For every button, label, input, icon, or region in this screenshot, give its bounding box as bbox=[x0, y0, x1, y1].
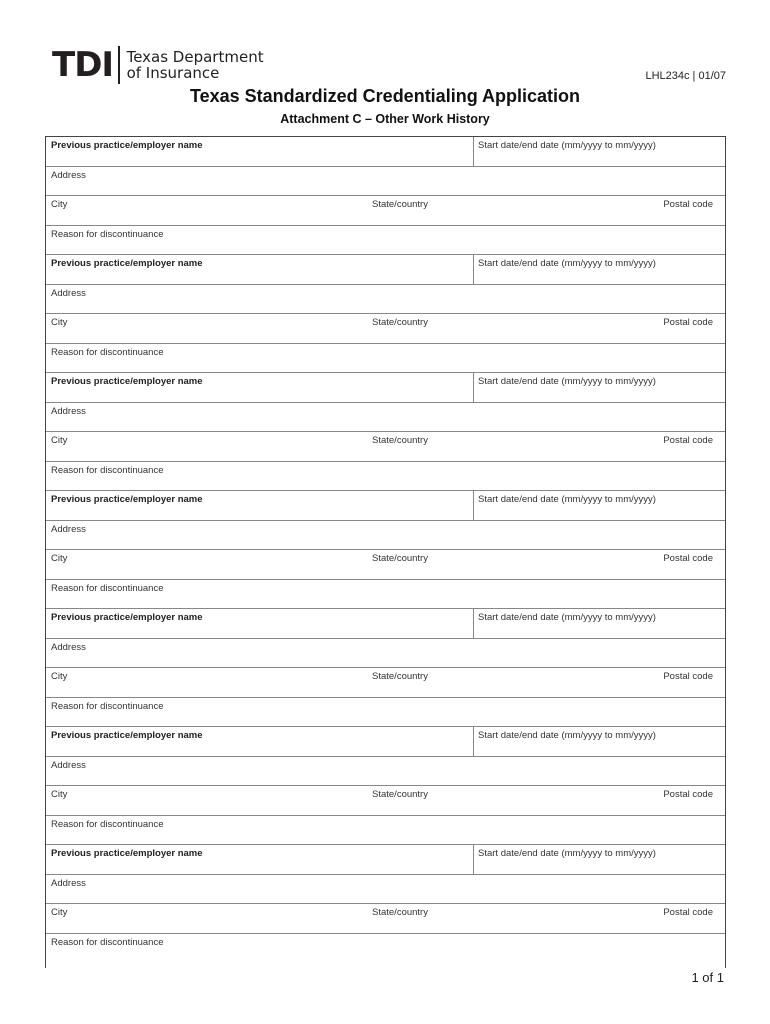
state-country-field[interactable]: State/country bbox=[372, 789, 428, 800]
dates-field[interactable]: Start date/end date (mm/yyyy to mm/yyyy) bbox=[478, 612, 656, 623]
city-row bbox=[46, 550, 725, 580]
postal-code-field[interactable]: Postal code bbox=[663, 553, 713, 564]
employer-row bbox=[46, 137, 725, 167]
logo-text bbox=[127, 49, 264, 81]
reason-row bbox=[46, 934, 725, 964]
address-row bbox=[46, 639, 725, 669]
employer-name-field[interactable]: Previous practice/employer name bbox=[46, 609, 474, 638]
employer-name-field[interactable]: Previous practice/employer name bbox=[46, 491, 474, 520]
address-row bbox=[46, 167, 725, 197]
employer-row bbox=[46, 845, 725, 875]
address-field[interactable]: Address bbox=[51, 287, 86, 299]
city-row bbox=[46, 904, 725, 934]
work-history-form bbox=[45, 136, 726, 968]
address-row bbox=[46, 285, 725, 315]
address-row bbox=[46, 521, 725, 551]
address-field[interactable]: Address bbox=[51, 641, 86, 653]
reason-field[interactable]: Reason for discontinuance bbox=[51, 582, 164, 594]
logo-line-2: of Insurance bbox=[126, 64, 220, 82]
reason-field[interactable]: Reason for discontinuance bbox=[51, 818, 164, 830]
page-number: 1 of 1 bbox=[691, 970, 724, 985]
reason-row bbox=[46, 226, 725, 256]
address-field[interactable]: Address bbox=[51, 759, 86, 771]
reason-row bbox=[46, 344, 725, 374]
city-field[interactable]: City bbox=[51, 553, 68, 564]
postal-code-field[interactable]: Postal code bbox=[663, 907, 713, 918]
state-country-field[interactable]: State/country bbox=[372, 317, 428, 328]
city-row bbox=[46, 432, 725, 462]
employer-row bbox=[46, 727, 725, 757]
city-field[interactable]: City bbox=[51, 317, 68, 328]
address-field[interactable]: Address bbox=[51, 877, 86, 889]
state-country-field[interactable]: State/country bbox=[372, 907, 428, 918]
work-history-entry bbox=[46, 491, 725, 609]
reason-field[interactable]: Reason for discontinuance bbox=[51, 228, 164, 240]
postal-code-field[interactable]: Postal code bbox=[663, 671, 713, 682]
logo-divider bbox=[118, 46, 120, 84]
work-history-entry bbox=[46, 137, 725, 255]
city-field[interactable]: City bbox=[51, 789, 68, 800]
reason-field[interactable]: Reason for discontinuance bbox=[51, 700, 164, 712]
city-field[interactable]: City bbox=[51, 435, 68, 446]
work-history-entry bbox=[46, 727, 725, 845]
address-field[interactable]: Address bbox=[51, 523, 86, 535]
dates-field[interactable]: Start date/end date (mm/yyyy to mm/yyyy) bbox=[478, 494, 656, 505]
employer-name-field[interactable]: Previous practice/employer name bbox=[46, 373, 474, 402]
reason-row bbox=[46, 462, 725, 492]
reason-row bbox=[46, 698, 725, 728]
work-history-entry bbox=[46, 255, 725, 373]
employer-name-field[interactable]: Previous practice/employer name bbox=[46, 137, 474, 166]
address-row bbox=[46, 757, 725, 787]
state-country-field[interactable]: State/country bbox=[372, 435, 428, 446]
reason-row bbox=[46, 816, 725, 846]
city-row bbox=[46, 314, 725, 344]
employer-name-field[interactable]: Previous practice/employer name bbox=[46, 845, 474, 874]
dates-field[interactable]: Start date/end date (mm/yyyy to mm/yyyy) bbox=[478, 848, 656, 859]
city-row bbox=[46, 668, 725, 698]
employer-row bbox=[46, 609, 725, 639]
reason-field[interactable]: Reason for discontinuance bbox=[51, 346, 164, 358]
address-field[interactable]: Address bbox=[51, 405, 86, 417]
work-history-entry bbox=[46, 845, 725, 963]
reason-row bbox=[46, 580, 725, 610]
logo-line-1: Texas Department bbox=[126, 48, 264, 66]
address-row bbox=[46, 403, 725, 433]
postal-code-field[interactable]: Postal code bbox=[663, 317, 713, 328]
work-history-entry bbox=[46, 373, 725, 491]
page-title: Texas Standardized Credentialing Application bbox=[189, 86, 581, 106]
employer-row bbox=[46, 255, 725, 285]
dates-field[interactable]: Start date/end date (mm/yyyy to mm/yyyy) bbox=[478, 376, 656, 387]
city-row bbox=[46, 786, 725, 816]
state-country-field[interactable]: State/country bbox=[372, 553, 428, 564]
address-field[interactable]: Address bbox=[51, 169, 86, 181]
postal-code-field[interactable]: Postal code bbox=[663, 789, 713, 800]
page-subtitle: Attachment C – Other Work History bbox=[280, 112, 490, 126]
employer-name-field[interactable]: Previous practice/employer name bbox=[46, 255, 474, 284]
state-country-field[interactable]: State/country bbox=[372, 199, 428, 210]
dates-field[interactable]: Start date/end date (mm/yyyy to mm/yyyy) bbox=[478, 140, 656, 151]
postal-code-field[interactable]: Postal code bbox=[663, 199, 713, 210]
city-field[interactable]: City bbox=[51, 907, 68, 918]
city-field[interactable]: City bbox=[51, 199, 68, 210]
work-history-entry bbox=[46, 609, 725, 727]
form-code: LHL234c | 01/07 bbox=[645, 70, 726, 82]
employer-row bbox=[46, 491, 725, 521]
city-row bbox=[46, 196, 725, 226]
postal-code-field[interactable]: Postal code bbox=[663, 435, 713, 446]
dates-field[interactable]: Start date/end date (mm/yyyy to mm/yyyy) bbox=[478, 730, 656, 741]
state-country-field[interactable]: State/country bbox=[372, 671, 428, 682]
tdi-logo bbox=[52, 46, 264, 84]
logo-mark: TDI bbox=[52, 45, 114, 85]
reason-field[interactable]: Reason for discontinuance bbox=[51, 936, 164, 948]
reason-field[interactable]: Reason for discontinuance bbox=[51, 464, 164, 476]
address-row bbox=[46, 875, 725, 905]
dates-field[interactable]: Start date/end date (mm/yyyy to mm/yyyy) bbox=[478, 258, 656, 269]
employer-name-field[interactable]: Previous practice/employer name bbox=[46, 727, 474, 756]
city-field[interactable]: City bbox=[51, 671, 68, 682]
employer-row bbox=[46, 373, 725, 403]
